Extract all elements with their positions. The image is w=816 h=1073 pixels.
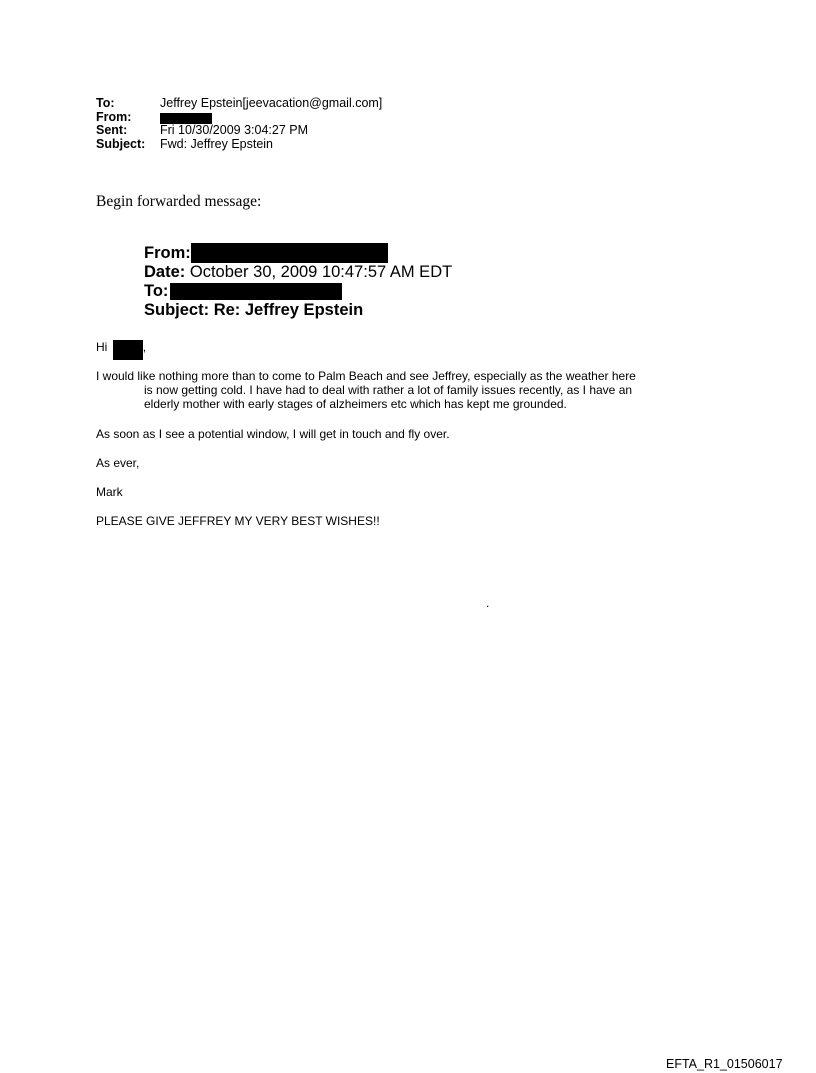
greeting-text: Hi: [96, 340, 108, 354]
header-sent-row: [96, 124, 382, 138]
from-label: From:: [96, 109, 132, 124]
redaction-box: [160, 113, 212, 124]
paragraph-1: [96, 369, 696, 411]
paragraph-1-line-1: I would like nothing more than to come to Palm Beach and see Jeffrey, especially as the weather here: [96, 369, 636, 383]
forwarded-subject-label: Subject:: [144, 301, 210, 319]
forwarded-date-row: [144, 263, 452, 282]
forward-intro: Begin forwarded message:: [96, 193, 262, 210]
forwarded-date-label: Date:: [144, 263, 186, 281]
redaction-box: [113, 340, 143, 360]
forwarded-date-value: October 30, 2009 10:47:57 AM EDT: [189, 263, 453, 281]
header-subject-row: [96, 138, 382, 152]
paragraph-2: As soon as I see a potential window, I will get in touch and fly over.: [96, 427, 450, 441]
forwarded-subject-row: [144, 301, 452, 320]
paragraph-1-line-2: is now getting cold. I have had to deal with rather a lot of family issues recently, as I have an: [144, 383, 633, 397]
greeting: [96, 340, 146, 360]
stray-mark: .: [486, 596, 490, 610]
email-header: [96, 97, 382, 151]
signature: Mark: [96, 485, 123, 499]
forwarded-header: [144, 244, 452, 320]
closing: As ever,: [96, 456, 140, 470]
subject-label: Subject:: [96, 136, 146, 151]
forwarded-to-label: To:: [144, 282, 169, 300]
sent-label: Sent:: [96, 123, 128, 137]
sent-value: Fri 10/30/2009 3:04:27 PM: [160, 123, 309, 137]
to-label: To:: [96, 96, 115, 110]
to-value: Jeffrey Epstein[jeevacation@gmail.com]: [160, 96, 383, 110]
forwarded-to-row: [144, 282, 452, 301]
forwarded-from-label: From:: [144, 244, 191, 262]
greeting-punct: ,: [142, 340, 147, 354]
forwarded-subject-value: Re: Jeffrey Epstein: [213, 301, 364, 319]
document-id: EFTA_R1_01506017: [666, 1057, 783, 1071]
redaction-box: [170, 283, 342, 300]
paragraph-1-line-3: elderly mother with early stages of alzheimers etc which has kept me grounded.: [144, 397, 567, 411]
redaction-box: [191, 243, 388, 263]
header-to-row: [96, 97, 382, 111]
postscript: PLEASE GIVE JEFFREY MY VERY BEST WISHES!!: [96, 514, 380, 528]
header-from-row: [96, 111, 382, 125]
forwarded-from-row: [144, 244, 452, 263]
subject-value: Fwd: Jeffrey Epstein: [160, 136, 274, 151]
